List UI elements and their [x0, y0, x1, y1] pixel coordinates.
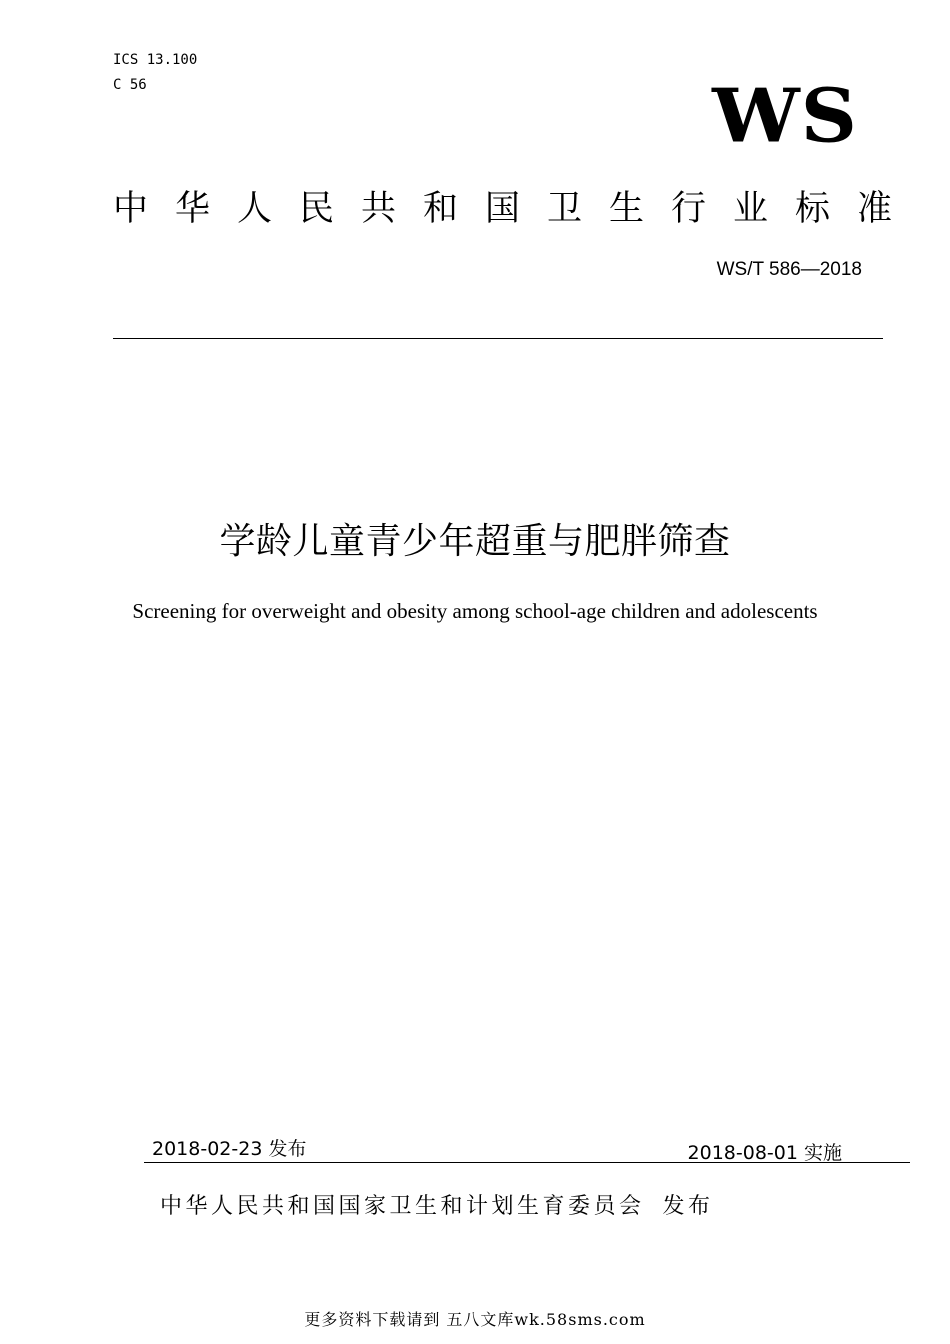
publisher-action: 发布: [662, 1194, 714, 1219]
classification-codes: [113, 48, 197, 98]
header-divider: [113, 338, 883, 339]
standard-number: WS/T 586—2018: [716, 259, 862, 280]
ws-logo: WS: [712, 73, 858, 160]
document-title-cn: 学龄儿童青少年超重与肥胖筛查: [219, 521, 731, 562]
issuer-title: 中华人民共和国卫生行业标准: [113, 189, 920, 229]
effective-date: 2018-08-01 实施: [687, 1142, 842, 1164]
publisher-org: 中华人民共和国国家卫生和计划生育委员会: [160, 1194, 645, 1219]
ccs-code: C 56: [113, 77, 147, 93]
publish-date: 2018-02-23 发布: [152, 1138, 307, 1160]
footer-divider: [144, 1162, 910, 1163]
download-footer: 更多资料下载请到 五八文库wk.58sms.com: [304, 1310, 646, 1329]
publisher-line: [160, 1189, 714, 1220]
ics-code: ICS 13.100: [113, 52, 198, 68]
document-title-en: Screening for overweight and obesity among school-age children and adolescents: [132, 599, 818, 623]
